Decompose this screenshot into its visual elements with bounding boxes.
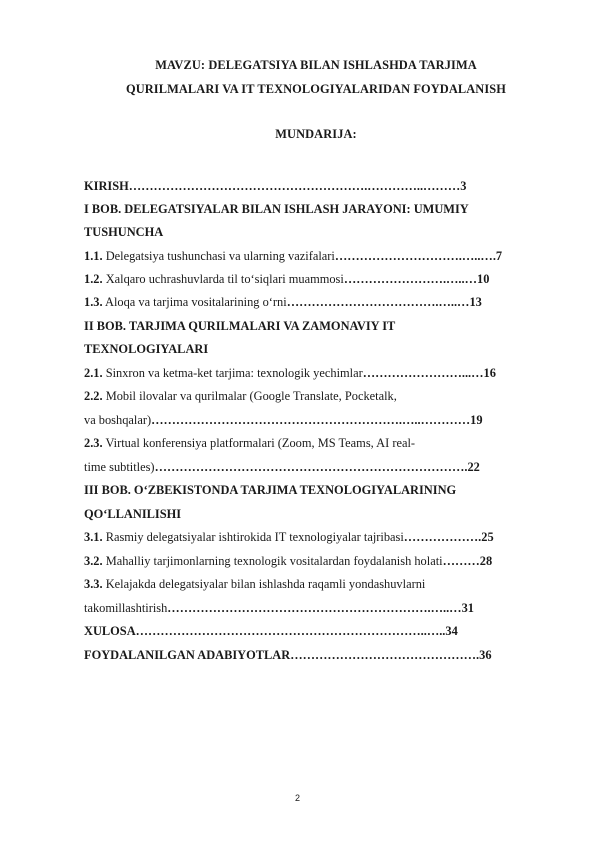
toc-section-text: Sinxron va ketma-ket tarjima: texnologik yechimlar xyxy=(102,366,363,380)
toc-label: XULOSA xyxy=(84,624,136,638)
toc-chapter-1-title[interactable]: I BOB. DELEGATSIYALAR BILAN ISHLASH JARAYONI: UMUMIY xyxy=(84,202,469,216)
toc-section-text: va boshqalar) xyxy=(84,413,152,427)
toc-page-number: 22 xyxy=(467,460,480,474)
toc-page-number: 31 xyxy=(461,601,474,615)
toc-leader: ………………………….…..…. xyxy=(334,249,496,263)
toc-entry-conclusion[interactable] xyxy=(84,623,550,639)
toc-page-number: 16 xyxy=(483,366,496,380)
toc-section-number: 1.3. xyxy=(84,295,103,309)
toc-page-number: 13 xyxy=(469,295,482,309)
toc-entry-3-3[interactable] xyxy=(84,576,550,592)
toc-entry-2-1[interactable] xyxy=(84,365,550,381)
toc-leader: …………………………………………………………………. xyxy=(154,460,468,474)
toc-entry-2-3[interactable] xyxy=(84,435,550,451)
toc-section-text: time subtitles) xyxy=(84,460,155,474)
toc-section-text: Mobil ilovalar va qurilmalar (Google Translate, Pocketalk, xyxy=(102,389,397,403)
toc-section-text: takomillashtirish xyxy=(84,601,168,615)
toc-chapter-2-title[interactable]: II BOB. TARJIMA QURILMALARI VA ZAMONAVIY IT xyxy=(84,319,396,333)
toc-entry-1-1[interactable] xyxy=(84,248,550,264)
toc-chapter-3-title[interactable]: III BOB. O‘ZBEKISTONDA TARJIMA TEXNOLOGIYALARINING xyxy=(84,483,457,497)
toc-section-number: 2.3. xyxy=(84,436,103,450)
toc-label: KIRISH xyxy=(84,179,129,193)
toc-page-number: 7 xyxy=(495,249,503,263)
toc-section-text: Mahalliy tarjimonlarning texnologik vositalardan foydalanish holati xyxy=(102,554,443,568)
toc-page-number: 28 xyxy=(479,554,493,568)
toc-chapter-3-title-cont[interactable]: QO‘LLANILISHI xyxy=(84,507,182,521)
toc-page-number: 36 xyxy=(479,648,492,662)
toc-page-number: 25 xyxy=(481,530,494,544)
toc-section-number: 3.3. xyxy=(84,577,103,591)
toc-leader: ………………………………………………….…………..……… xyxy=(128,179,461,193)
toc-chapter-1-title-cont[interactable]: TUSHUNCHA xyxy=(84,225,164,239)
toc-chapter-2-title-cont[interactable]: TEXNOLOGIYALARI xyxy=(84,342,209,356)
toc-leader: ………………. xyxy=(403,530,482,544)
toc-entry-1-2[interactable] xyxy=(84,271,550,287)
toc-section-text: Rasmiy delegatsiyalar ishtirokida IT texnologiyalar tajribasi xyxy=(102,530,404,544)
toc-entry-2-2[interactable] xyxy=(84,388,550,404)
toc-section-text: Aloqa va tarjima vositalarining o‘rni xyxy=(102,295,287,309)
toc-entry-1-3[interactable] xyxy=(84,294,550,310)
toc-leader: ……… xyxy=(442,554,480,568)
toc-section-number: 3.1. xyxy=(84,530,103,544)
toc-page-number: 3 xyxy=(460,179,467,193)
toc-leader: ……………………...… xyxy=(362,366,484,380)
toc-entry-3-2[interactable] xyxy=(84,553,550,569)
toc-leader: …………………….…..… xyxy=(343,272,478,286)
toc-leader: ……………………………………………………………..….. xyxy=(135,624,446,638)
document-title-line1: MAVZU: DELEGATSIYA BILAN ISHLASHDA TARJIMA xyxy=(155,58,477,72)
toc-entry-references[interactable] xyxy=(84,647,550,663)
toc-leader: …………………………………………………….…..………… xyxy=(151,413,471,427)
toc-entry-2-2-cont[interactable] xyxy=(84,412,550,428)
toc-entry-3-1[interactable] xyxy=(84,529,550,545)
page-number-footer: 2 xyxy=(294,793,300,803)
toc-leader: ……………………………………………………….…..… xyxy=(167,601,462,615)
toc-page-number: 19 xyxy=(470,413,483,427)
toc-leader: ………………………………………. xyxy=(290,648,480,662)
toc-section-number: 2.1. xyxy=(84,366,103,380)
toc-section-text: Kelajakda delegatsiyalar bilan ishlashda raqamli yondashuvlarni xyxy=(102,577,426,591)
toc-section-number: 1.1. xyxy=(84,249,103,263)
contents-heading: MUNDARIJA: xyxy=(275,127,357,141)
toc-leader: ……………………………….…..… xyxy=(286,295,470,309)
toc-entry-3-3-cont[interactable] xyxy=(84,600,550,616)
toc-section-text: Xalqaro uchrashuvlarda til to‘siqlari muammosi xyxy=(102,272,344,286)
toc-section-text: Virtual konferensiya platformalari (Zoom, MS Teams, AI real- xyxy=(102,436,416,450)
toc-label: FOYDALANILGAN ADABIYOTLAR xyxy=(84,648,291,662)
toc-section-number: 3.2. xyxy=(84,554,103,568)
toc-page-number: 34 xyxy=(445,624,458,638)
toc-section-number: 2.2. xyxy=(84,389,103,403)
toc-entry-intro[interactable] xyxy=(84,178,550,194)
toc-entry-2-3-cont[interactable] xyxy=(84,459,550,475)
toc-page-number: 10 xyxy=(477,272,490,286)
toc-section-text: Delegatsiya tushunchasi va ularning vazifalari xyxy=(102,249,335,263)
document-title-line2: QURILMALARI VA IT TEXNOLOGIYALARIDAN FOYDALANISH xyxy=(125,82,507,96)
toc-section-number: 1.2. xyxy=(84,272,103,286)
